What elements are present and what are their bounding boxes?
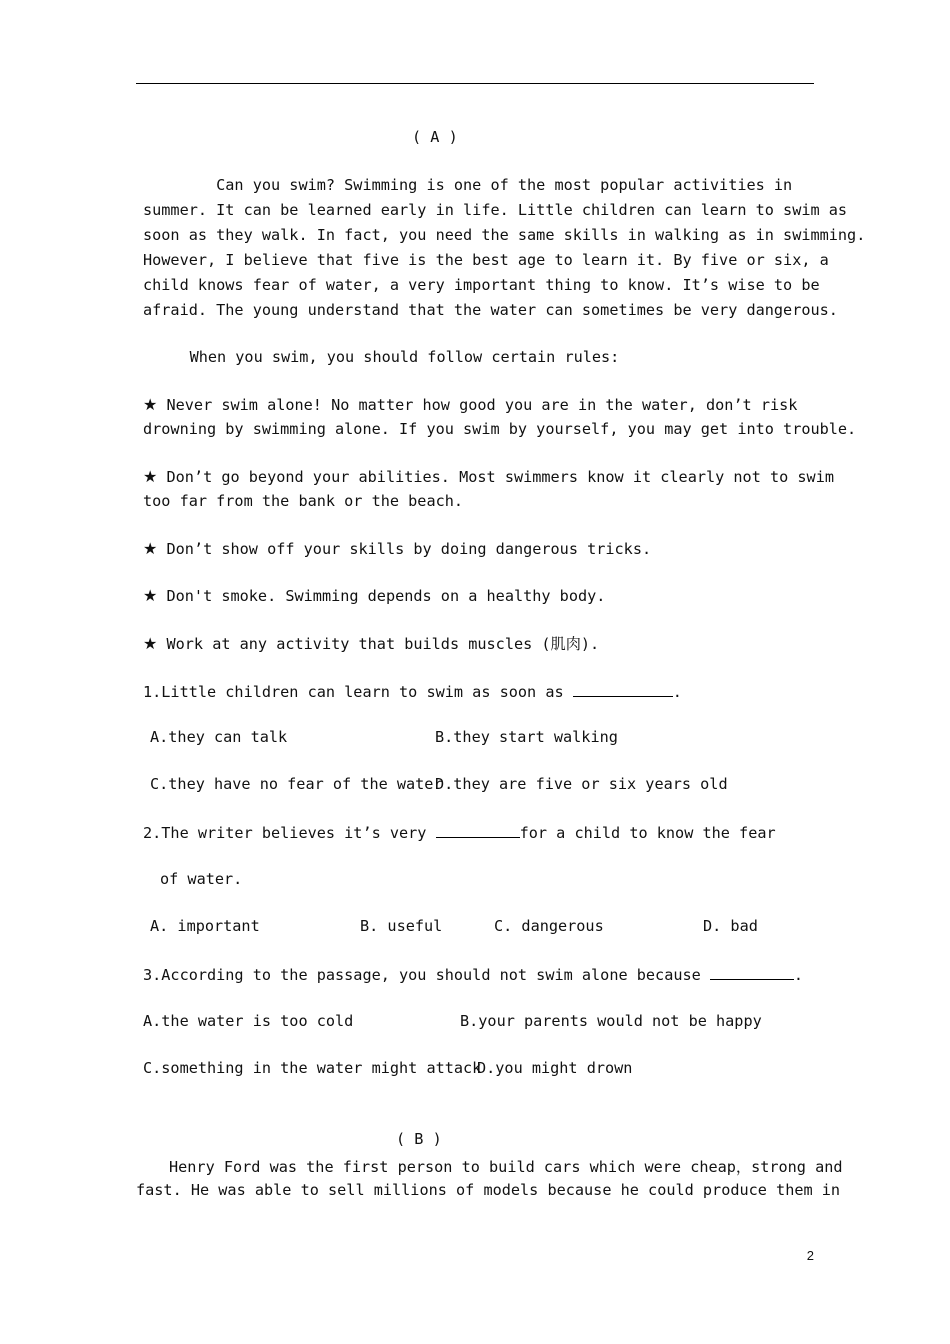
q2-option-c: C. dangerous xyxy=(494,917,604,935)
q1-option-d: D.they are five or six years old xyxy=(435,775,728,793)
q1-option-c: C.they have no fear of the water xyxy=(150,775,443,793)
rule-4: ★ Don't smoke. Swimming depends on a healthy body. xyxy=(143,586,606,605)
para1-line-1: Can you swim? Swimming is one of the most popular activities in xyxy=(143,176,793,194)
para1-line-2: summer. It can be learned early in life. Little children can learn to swim as xyxy=(143,201,848,219)
page-number: 2 xyxy=(806,1248,814,1263)
q1-option-b: B.they start walking xyxy=(435,728,618,746)
star-icon: ★ xyxy=(143,539,158,558)
question-3-stem: 3.According to the passage, you should not swim alone because . xyxy=(143,964,803,984)
rule-1-line-2: drowning by swimming alone. If you swim by yourself, you may get into trouble. xyxy=(143,420,857,438)
para1-line-3: soon as they walk. In fact, you need the same skills in walking as in swimming. xyxy=(143,226,866,244)
question-2-continuation: of water. xyxy=(160,870,243,888)
star-icon: ★ xyxy=(143,467,158,486)
para1-line-5: child knows fear of water, a very important thing to know. It’s wise to be xyxy=(143,276,820,294)
question-1-stem: 1.Little children can learn to swim as soon as . xyxy=(143,681,682,701)
star-icon: ★ xyxy=(143,586,158,605)
q2-option-a: A. important xyxy=(150,917,260,935)
star-icon: ★ xyxy=(143,395,158,414)
question-2-stem: 2.The writer believes it’s very for a child to know the fear xyxy=(143,822,776,842)
q1-option-a: A.they can talk xyxy=(150,728,288,746)
answer-blank xyxy=(573,681,673,697)
rule-2-line-1: ★ Don’t go beyond your abilities. Most swimmers know it clearly not to swim xyxy=(143,467,834,486)
para1-line-6: afraid. The young understand that the water can sometimes be very dangerous. xyxy=(143,301,838,319)
para1-line-4: However, I believe that five is the best age to learn it. By five or six, a xyxy=(143,251,829,269)
rule-1-line-1: ★ Never swim alone! No matter how good you are in the water, don’t risk xyxy=(143,395,798,414)
header-rule xyxy=(136,83,814,84)
q2-option-d: D. bad xyxy=(703,917,758,935)
q2-option-b: B. useful xyxy=(360,917,443,935)
rule-2-line-2: too far from the bank or the beach. xyxy=(143,492,464,510)
q3-option-d: D.you might drown xyxy=(477,1059,633,1077)
q3-option-b: B.your parents would not be happy xyxy=(460,1012,762,1030)
answer-blank xyxy=(436,822,520,838)
section-b-label: ( B ) xyxy=(396,1130,442,1148)
rule-3: ★ Don’t show off your skills by doing dangerous tricks. xyxy=(143,539,652,558)
rule-5: ★ Work at any activity that builds muscles (肌肉). xyxy=(143,634,600,653)
rules-intro: When you swim, you should follow certain rules: xyxy=(153,348,620,366)
star-icon: ★ xyxy=(143,634,158,653)
q3-option-a: A.the water is too cold xyxy=(143,1012,354,1030)
answer-blank xyxy=(710,964,794,980)
section-b-line-2: fast. He was able to sell millions of models because he could produce them in xyxy=(136,1181,841,1199)
section-a-label: ( A ) xyxy=(412,128,458,146)
section-b-line-1: Henry Ford was the first person to build cars which were cheap，strong and xyxy=(169,1158,843,1176)
q3-option-c: C.something in the water might attack xyxy=(143,1059,482,1077)
